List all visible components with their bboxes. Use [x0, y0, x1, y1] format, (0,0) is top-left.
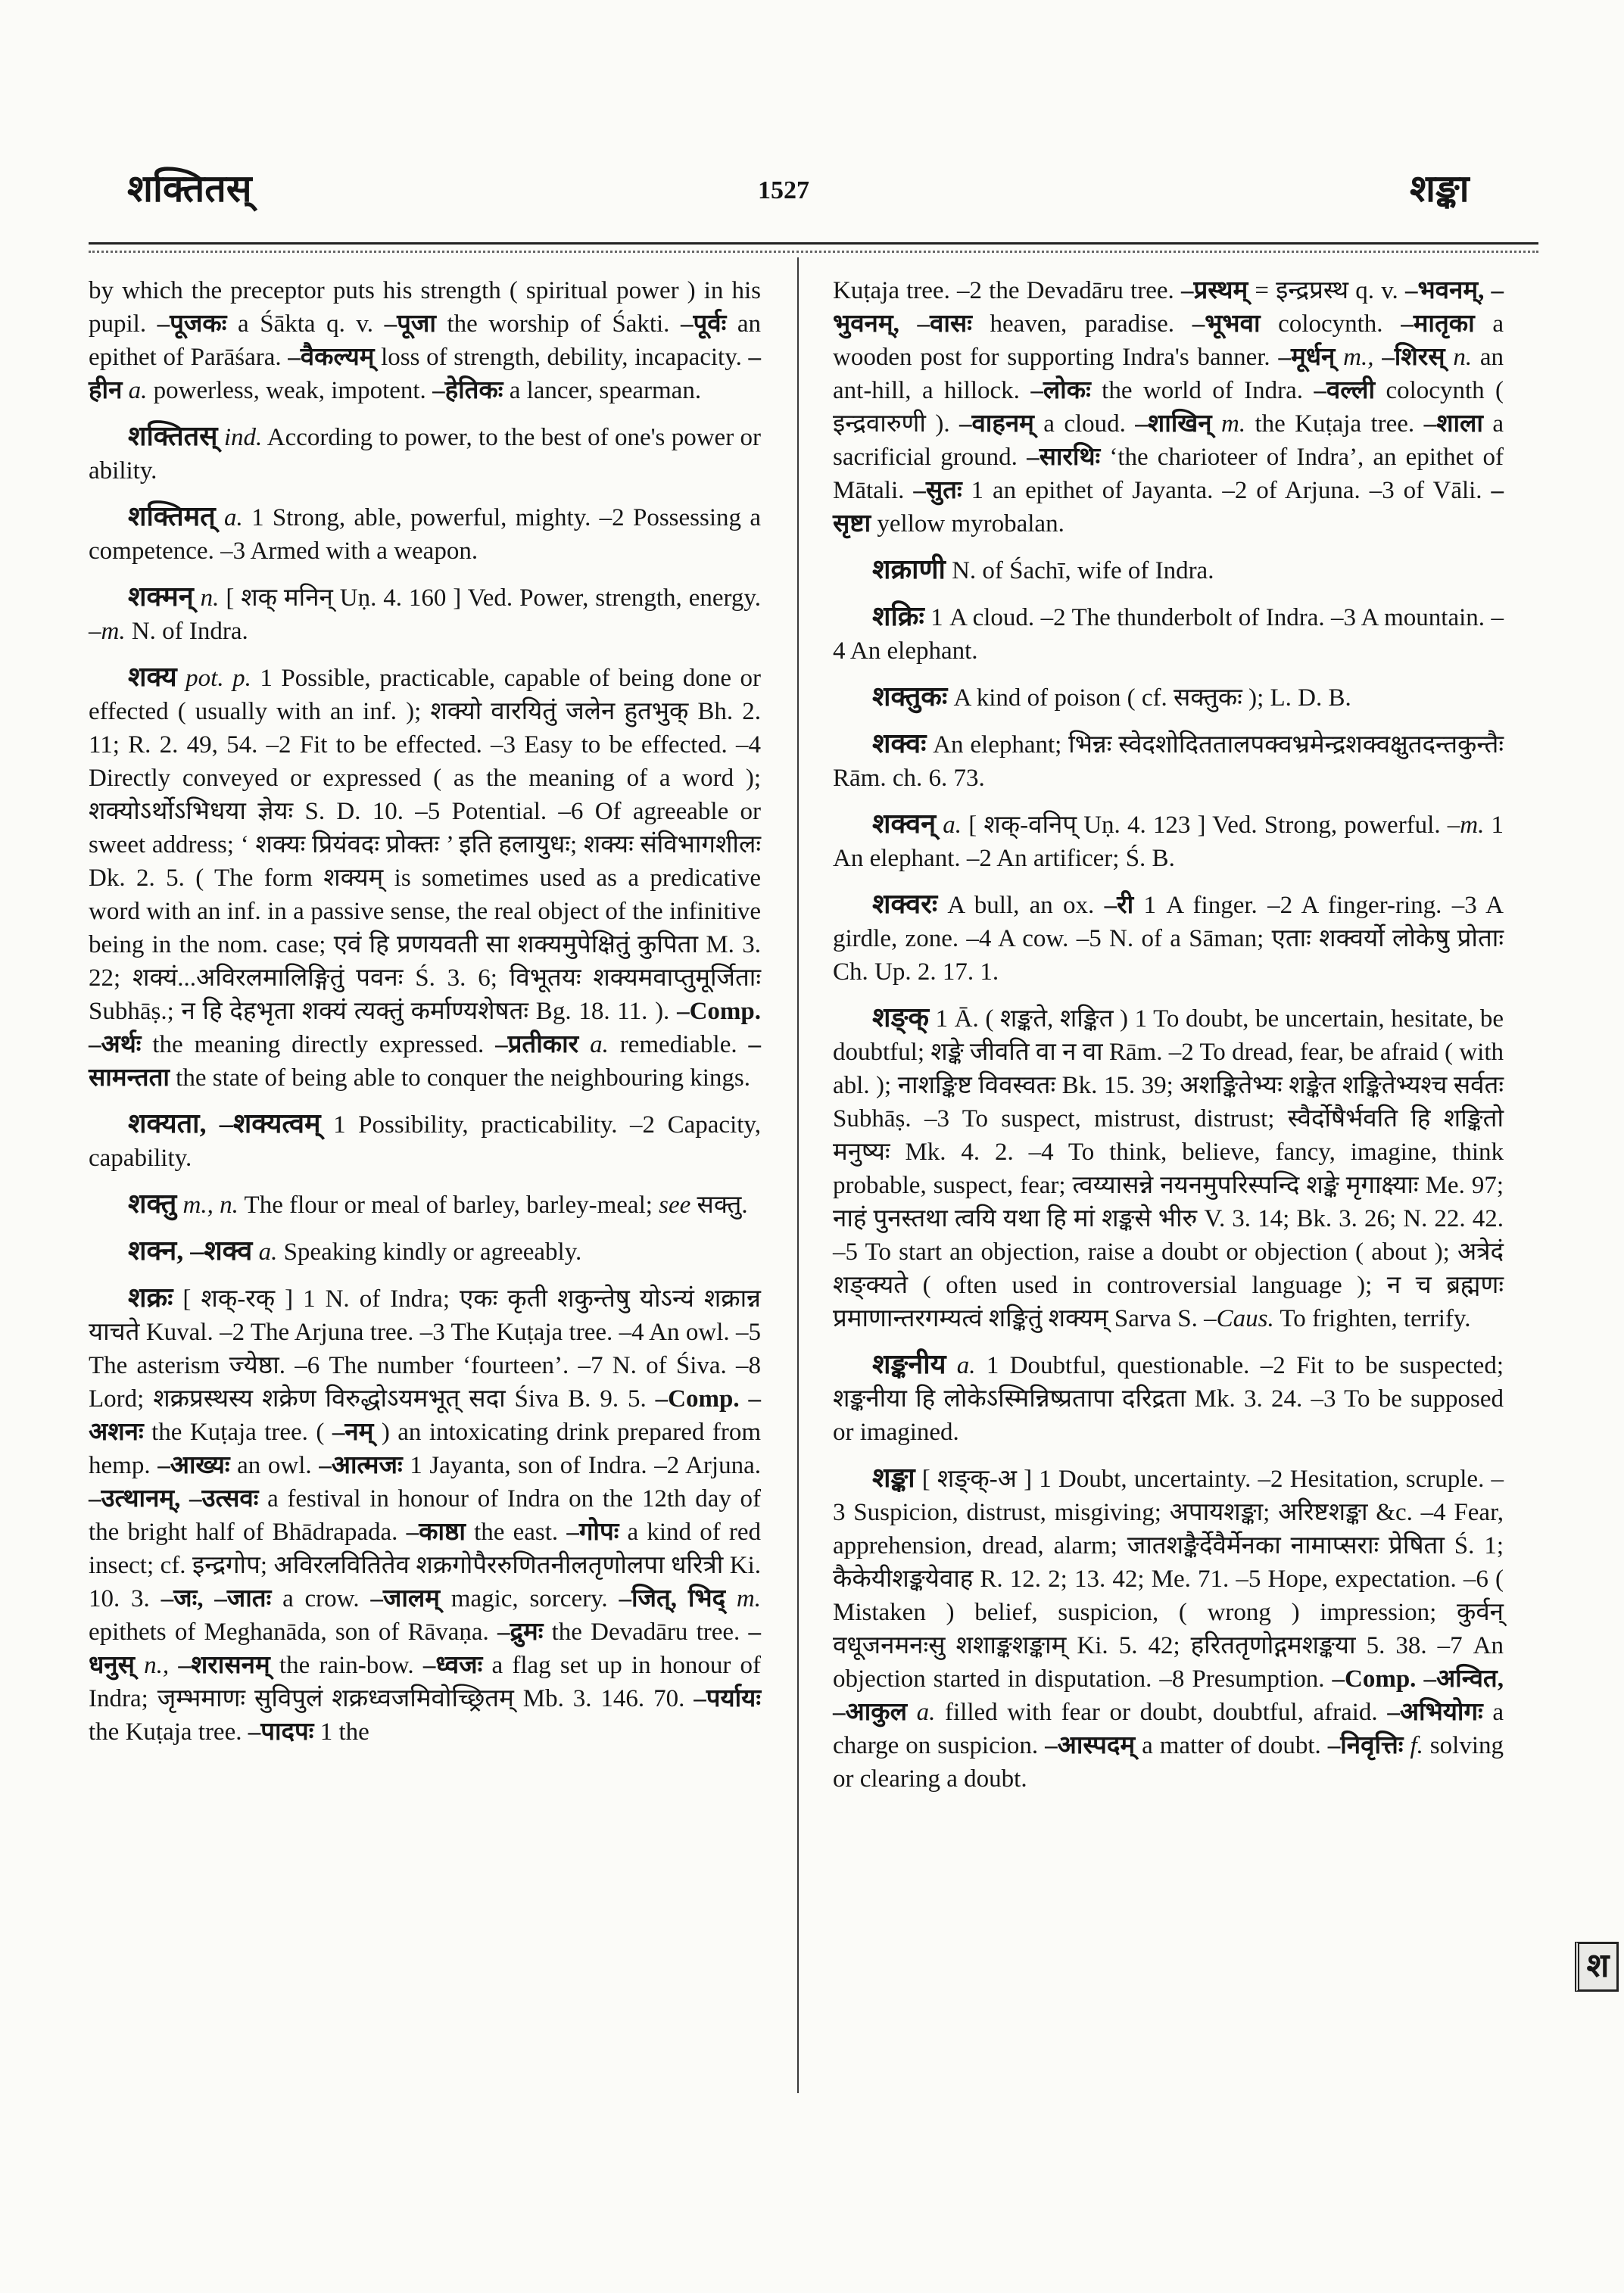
grammar-label: pot. p.: [185, 665, 251, 692]
entry-text: [1416, 1665, 1423, 1693]
entry-text: an ant-hill, a hillock.: [833, 344, 1504, 404]
dictionary-entry: [89, 419, 761, 488]
entry-text: a wooden post for supporting Indra's banner.: [833, 310, 1504, 371]
entry-text: [ शक् मनिन् Uṇ. 4. 160 ] Ved. Power, strength, energy.: [219, 584, 762, 612]
subentry-term: –सामन्तता: [89, 1031, 762, 1092]
entry-text: A kind of poison ( cf. सक्तुकः ); L. D. B.: [947, 684, 1351, 712]
entry-text: 1 A finger. –2 A finger-ring. –3 A girdle, zone. –4 A cow. –5 N. of a Sāman; एताः शक्वर्यो लोकेषु प्रोताः Ch. Up. 2. 17. 1.: [833, 892, 1504, 986]
subentry-term: –अर्थः: [89, 1031, 142, 1058]
dictionary-entry: [833, 1001, 1504, 1335]
entry-text: 1 A cloud. –2 The thunderbolt of Indra. –3 A mountain. –4 An elephant.: [833, 604, 1504, 665]
entry-headword: शक्तितस्: [128, 421, 218, 451]
dictionary-entry: [89, 1107, 761, 1175]
entry-headword: शक्तिमत्: [128, 501, 216, 531]
entry-text: N. of Śachī, wife of Indra.: [945, 557, 1214, 584]
entry-headword: शक्मन्: [128, 581, 194, 612]
grammar-label: n.: [200, 584, 220, 612]
entry-text: ) an intoxicating drink prepared from hemp.: [89, 1419, 762, 1479]
subentry-term: –जालम्: [370, 1585, 441, 1612]
subentry-term: –वल्ली: [1314, 377, 1376, 404]
entry-text: The flour or meal of barley, barley-meal;: [238, 1192, 659, 1219]
dictionary-entry: [89, 1187, 761, 1222]
entry-text: filled with fear or doubt, doubtful, afraid.: [935, 1699, 1388, 1726]
subentry-term: –भवनम्, –भुवनम्, –वासः: [833, 277, 1504, 338]
left-guide-word: शक्तितस्: [127, 167, 252, 210]
right-guide-word: शङ्का: [1410, 167, 1470, 210]
subentry-term: –शरासनम्: [178, 1652, 270, 1679]
subentry-term: –नम्: [332, 1419, 374, 1446]
entry-text: 1 Jayanta, son of Indra. –2 Arjuna.: [402, 1452, 761, 1479]
entry-headword: शङ्क्: [872, 1002, 930, 1033]
dictionary-entry: [89, 1234, 761, 1269]
entry-text: [135, 1652, 144, 1679]
subentry-term: –पूजकः: [157, 310, 227, 338]
grammar-label: a.: [590, 1031, 609, 1058]
entry-headword: शक्न, –शक्व: [128, 1235, 253, 1266]
entry-text: ‘the charioteer of Indra’, an epithet of Mātali.: [833, 444, 1504, 504]
left-column: [89, 274, 761, 1761]
dictionary-entry: [89, 1281, 761, 1749]
entry-headword: शक्तु: [128, 1189, 177, 1219]
entry-headword: शक्राणी: [872, 554, 946, 584]
entry-text: 1 An elephant. –2 An artificer; Ś. B.: [833, 812, 1504, 872]
grammar-label: –m.: [1447, 812, 1485, 839]
dictionary-entry: [833, 600, 1504, 668]
entry-text: An elephant; भिन्नः स्वेदशोदिततालपक्वभ्रमेन्द्रशक्वक्षुतदन्तकुन्तैः Rām. ch. 6. 73.: [833, 731, 1504, 792]
entry-text: a festival in honour of Indra on the 12th day of the bright half of Bhādrapada.: [89, 1485, 762, 1546]
subentry-term: –वाहनम्: [959, 410, 1034, 438]
entry-text: 1 Strong, able, powerful, mighty. –2 Possessing a competence. –3 Armed with a weapon.: [89, 504, 761, 565]
entry-text: [216, 504, 224, 531]
entry-text: [ शक्-रक् ] 1 N. of Indra; एकः कृती शकुन्तेषु योऽन्यं शक्रान्न याचते Kuval. –2 The Arjuna tree. –3 The Kuṭaja tree. –4 An owl. –5 The asterism ज्येष्ठा. –6 The number ‘fourteen’. –7 N. of Śiva. –8 Lord; शक्रप्रस्थस्य शक्रेण विरुद्धोऽयमभूत् सदा Śiva B. 9. 5.: [89, 1285, 761, 1413]
entry-text: [578, 1031, 590, 1058]
grammar-label: a.: [224, 504, 243, 531]
entry-text: colocynth.: [1260, 310, 1401, 338]
entry-text: yellow myrobalan.: [871, 510, 1064, 537]
page-number: 1527: [758, 176, 809, 204]
entry-headword: शक्रः: [128, 1282, 173, 1313]
entry-text: To frighten, terrify.: [1273, 1305, 1471, 1332]
entry-text: loss of strength, debility, incapacity.: [374, 344, 749, 371]
subentry-term: –अभियोगः: [1387, 1699, 1483, 1726]
subentry-term: –हीन: [89, 344, 761, 404]
dictionary-entry: [89, 580, 761, 648]
subentry-term: –पर्यायः: [694, 1685, 761, 1712]
grammar-label: m.: [1220, 410, 1246, 438]
entry-continuation: [833, 274, 1504, 541]
subentry-term: –लोकः: [1030, 377, 1091, 404]
subentry-term: –शाला: [1423, 410, 1483, 438]
entry-text: [ शङ्क्-अ ] 1 Doubt, uncertainty. –2 Hesitation, scruple. –3 Suspicion, distrust, misgiving; अपायशङ्का; अरिष्टशङ्का &c. –4 Fear, apprehension, dread, alarm; जातशङ्कैर्देवैर्मेनका नामाप्सराः प्रेषिता Ś. 1; कैकेयीशङ्कयेवाह R. 12. 2; 13. 42; Me. 71. –5 Hope, expectation. –6 ( Mistaken ) belief, suspicion, ( wrong ) impression; कुर्वन् वधूजनमनःसु शशाङ्कशङ्काम् Ki. 5. 42; हरिततृणोद्गमशङ्कया 5. 38. –7 An objection started in disputation. –8 Presumption.: [833, 1466, 1504, 1693]
dictionary-entry: [833, 1461, 1504, 1796]
column-divider: [797, 257, 799, 2093]
entry-text: solving or clearing a doubt.: [833, 1732, 1504, 1793]
entry-text: the Kuṭaja tree. (: [143, 1419, 332, 1446]
dictionary-entry: [89, 660, 761, 1095]
grammar-label: m.: [736, 1585, 762, 1612]
entry-headword: शक्तुकः: [872, 681, 948, 712]
grammar-label: a.: [258, 1238, 278, 1266]
subentry-term: –जित्, भिद्: [619, 1585, 726, 1612]
entry-text: Speaking kindly or agreeably.: [277, 1238, 582, 1266]
entry-text: an owl.: [229, 1452, 320, 1479]
entry-headword: शक्वरः: [872, 889, 938, 919]
entry-text: Kuṭaja tree. –2 the Devadāru tree.: [833, 277, 1181, 304]
subentry-term: –सुतः: [913, 477, 962, 504]
entry-text: [740, 1385, 749, 1413]
dictionary-entry: [89, 500, 761, 568]
subentry-term: –Comp.: [655, 1385, 740, 1413]
entry-text: a sacrificial ground.: [833, 410, 1504, 471]
subentry-term: –Comp.: [1332, 1665, 1417, 1693]
entry-text: [194, 584, 201, 612]
dictionary-entry: [833, 727, 1504, 795]
subentry-term: –पादपः: [248, 1718, 314, 1746]
entry-text: a cloud.: [1033, 410, 1136, 438]
entry-continuation: [89, 274, 761, 407]
entry-text: [1373, 344, 1382, 371]
entry-text: the Kuṭaja tree.: [89, 1718, 248, 1746]
entry-text: [177, 665, 186, 692]
grammar-label: m.,: [1343, 344, 1374, 371]
entry-text: the world of Indra.: [1090, 377, 1314, 404]
entry-text: powerless, weak, impotent.: [147, 377, 433, 404]
entry-headword: शक्यता, –शक्यत्वम्: [128, 1108, 321, 1139]
entry-text: a crow.: [271, 1585, 371, 1612]
entry-text: [1445, 344, 1454, 371]
subentry-term: –Comp.: [677, 998, 761, 1025]
subentry-term: –आत्मजः: [319, 1452, 403, 1479]
entry-headword: शङ्का: [872, 1463, 915, 1493]
entry-text: a flag set up in honour of Indra; जृम्भमाणः सुविपुलं शक्रध्वजमिवोच्छ्रितम् Mb. 3. 146. 70.: [89, 1652, 762, 1712]
entry-text: N. of Indra.: [125, 618, 248, 645]
entry-text: 1 an epithet of Jayanta. –2 of Arjuna. –3 of Vāli.: [962, 477, 1492, 504]
dictionary-entry: [833, 680, 1504, 715]
entry-text: the worship of Śakti.: [435, 310, 681, 338]
entry-text: colocynth ( इन्द्रवारुणी ).: [833, 377, 1504, 438]
subentry-term: –पूजा: [384, 310, 436, 338]
subentry-term: –भूभवा: [1192, 310, 1261, 338]
grammar-label: –m.: [89, 618, 126, 645]
entry-text: [252, 1238, 258, 1266]
subentry-term: –जः, –जातः: [161, 1585, 272, 1612]
entry-text: heaven, paradise.: [971, 310, 1192, 338]
grammar-label: a.: [916, 1699, 936, 1726]
subentry-term: –पूर्वः: [681, 310, 727, 338]
entry-text: [936, 812, 943, 839]
entry-text: [ शक्-वनिप् Uṇ. 4. 123 ] Ved. Strong, powerful.: [962, 812, 1448, 839]
entry-text: the state of being able to conquer the neighbouring kings.: [169, 1064, 750, 1092]
grammar-label: a.: [128, 377, 148, 404]
entry-text: a lancer, spearman.: [503, 377, 702, 404]
grammar-label: a.: [956, 1352, 976, 1379]
thumb-index-tab: श: [1575, 1942, 1619, 1992]
right-column: [833, 274, 1504, 1808]
entry-text: [217, 424, 223, 451]
subentry-term: –ध्वजः: [422, 1652, 483, 1679]
header-rule: [89, 242, 1538, 245]
entry-text: a kind of red insect; cf. इन्द्रगोप; अविरलवितितेव शक्रगोपैररुणितनीलतृणोलपा धरित्री Ki. 10. 3.: [89, 1519, 761, 1612]
subentry-term: –अन्वित, –आकुल: [833, 1665, 1504, 1726]
subentry-term: –शिरस्: [1382, 344, 1445, 371]
subentry-term: –आस्पदम्: [1045, 1732, 1136, 1759]
subentry-term: –वैकल्यम्: [288, 344, 375, 371]
entry-headword: शक्वः: [872, 728, 927, 759]
entry-text: [176, 1192, 182, 1219]
subentry-term: –आख्यः: [157, 1452, 230, 1479]
entry-text: According to power, to the best of one's power or ability.: [89, 424, 761, 484]
entry-text: 1 Ā. ( शङ्कते, शङ्कित ) 1 To doubt, be uncertain, hesitate, be doubtful; शङ्के जीवति वा न वा Rām. –2 To dread, fear, be afraid ( with abl. ); नाशङ्किष्ट विवस्वतः Bk. 15. 39; अशङ्कितेभ्यः शङ्केत शङ्कितेभ्यश्च सर्वतः Subhāṣ. –3 To suspect, mistrust, distrust; स्वैर्दोषैर्भवति हि शङ्कितो मनुष्यः Mk. 4. 2. –4 To think, believe, fancy, imagine, think probable, suspect, fear; त्वय्यासन्ने नयनमुपरिस्पन्दि शङ्के मृगाक्ष्याः Me. 97; नाहं पुनस्तथा त्वयि यथा हि मां शङ्कसे भीरु V. 3. 14; Bk. 3. 26; N. 22. 42. –5 To start an objection, raise a doubt or objection ( about ); अत्रेदं शङ्क्यते ( often used in controversial language ); न च ब्रह्मणः प्रमाणान्तरगम्यत्वं शङ्कितुं शक्यम् Sarva S.: [833, 1005, 1504, 1332]
grammar-label: see: [659, 1192, 691, 1219]
subentry-term: –गोपः: [566, 1519, 619, 1546]
entry-text: a charge on suspicion.: [833, 1699, 1504, 1759]
entry-text: the Devadāru tree.: [543, 1618, 749, 1646]
entry-text: the meaning directly expressed.: [141, 1031, 496, 1058]
grammar-label: m., n.: [182, 1192, 238, 1219]
subentry-term: –हेतिकः: [432, 377, 503, 404]
entry-text: an epithet of Parāśara.: [89, 310, 762, 371]
entry-text: 1 the: [313, 1718, 369, 1746]
subentry-term: –री: [1104, 892, 1134, 919]
entry-text: the Kuṭaja tree.: [1245, 410, 1424, 438]
subentry-term: –सारथिः: [1027, 444, 1101, 471]
entry-text: [169, 1652, 178, 1679]
entry-text: magic, sorcery.: [440, 1585, 619, 1612]
entry-text: [725, 1585, 737, 1612]
subentry-term: –सृष्टा: [833, 477, 1504, 537]
subentry-term: –द्रुमः: [497, 1618, 544, 1646]
dictionary-entry: [833, 807, 1504, 875]
subentry-term: –धनुस्: [89, 1618, 761, 1679]
grammar-label: –Caus.: [1204, 1305, 1274, 1332]
grammar-label: ind.: [223, 424, 263, 451]
entry-text: [1212, 410, 1221, 438]
subentry-term: –प्रतीकार: [495, 1031, 579, 1058]
grammar-label: n.: [1453, 344, 1473, 371]
subentry-term: –काष्ठा: [406, 1519, 466, 1546]
entry-text: epithets of Meghanāda, son of Rāvaṇa.: [89, 1618, 497, 1646]
grammar-label: n.,: [144, 1652, 170, 1679]
entry-text: by which the preceptor puts his strength ( spiritual power ) in his pupil.: [89, 277, 761, 338]
subentry-term: –अशनः: [89, 1385, 762, 1446]
entry-text: = इन्द्रप्रस्थ q. v.: [1248, 277, 1405, 304]
entry-text: [946, 1352, 956, 1379]
subentry-term: –निवृत्तिः: [1327, 1732, 1404, 1759]
dictionary-entry: [833, 1347, 1504, 1449]
subentry-term: –मूर्धन्: [1278, 344, 1336, 371]
entry-text: a Śākta q. v.: [226, 310, 385, 338]
entry-text: the rain-bow.: [270, 1652, 423, 1679]
grammar-label: a.: [943, 812, 962, 839]
entry-headword: शक्य: [128, 662, 177, 692]
entry-text: 1 Possibility, practicability. –2 Capacity, capability.: [89, 1111, 762, 1172]
dictionary-entry: [833, 553, 1504, 587]
entry-text: 1 Doubtful, questionable. –2 Fit to be suspected; शङ्कनीया हि लोकेऽस्मिन्निष्प्रतापा दरिद्रता Mk. 3. 24. –3 To be supposed or imagined.: [833, 1352, 1504, 1446]
header-dotted-rule: [89, 251, 1538, 253]
entry-headword: शक्रिः: [872, 601, 924, 631]
dictionary-entry: [833, 887, 1504, 989]
subentry-term: –शाखिन्: [1135, 410, 1212, 438]
grammar-label: f.: [1410, 1732, 1423, 1759]
entry-text: A bull, an ox.: [937, 892, 1105, 919]
entry-headword: शङ्कनीय: [872, 1349, 946, 1379]
entry-text: [907, 1699, 917, 1726]
entry-text: 1 Possible, practicable, capable of being done or effected ( usually with an inf. ); शक्यो वारयितुं जलेन हुतभुक् Bh. 2. 11; R. 2. 49, 54. –2 Fit to be effected. –3 Easy to be effected. –4 Directly conveyed or expressed ( as the meaning of a word ); शक्योऽर्थोऽभिधया ज्ञेयः S. D. 10. –5 Potential. –6 Of agreeable or sweet address; ‘ शक्यः प्रियंवदः प्रोक्तः ’ इति हलायुधः; शक्यः संविभागशीलः Dk. 2. 5. ( The form शक्यम् is sometimes used as a predicative word with an inf. in a passive sense, the real object of the infinitive being in the nom. case; एवं हि प्रणयवती सा शक्यमुपेक्षितुं कुपिता M. 3. 22; शक्यं...अविरलमालिङ्गितुं पवनः Ś. 3. 6; विभूतयः शक्यमवाप्तुमूर्जिताः Subhāṣ.; न हि देहभृता शक्यं त्यक्तुं कर्माण्यशेषतः Bg. 18. 11. ).: [89, 665, 762, 1025]
entry-text: remediable.: [608, 1031, 749, 1058]
entry-text: [1335, 344, 1343, 371]
entry-text: the east.: [465, 1519, 567, 1546]
entry-text: [122, 377, 128, 404]
entry-text: सक्तु.: [690, 1192, 748, 1219]
subentry-term: –प्रस्थम्: [1180, 277, 1248, 304]
entry-headword: शक्वन्: [872, 808, 937, 839]
subentry-term: –मातृका: [1401, 310, 1475, 338]
entry-text: a matter of doubt.: [1135, 1732, 1328, 1759]
subentry-term: –उत्थानम्, –उत्सवः: [89, 1485, 259, 1513]
